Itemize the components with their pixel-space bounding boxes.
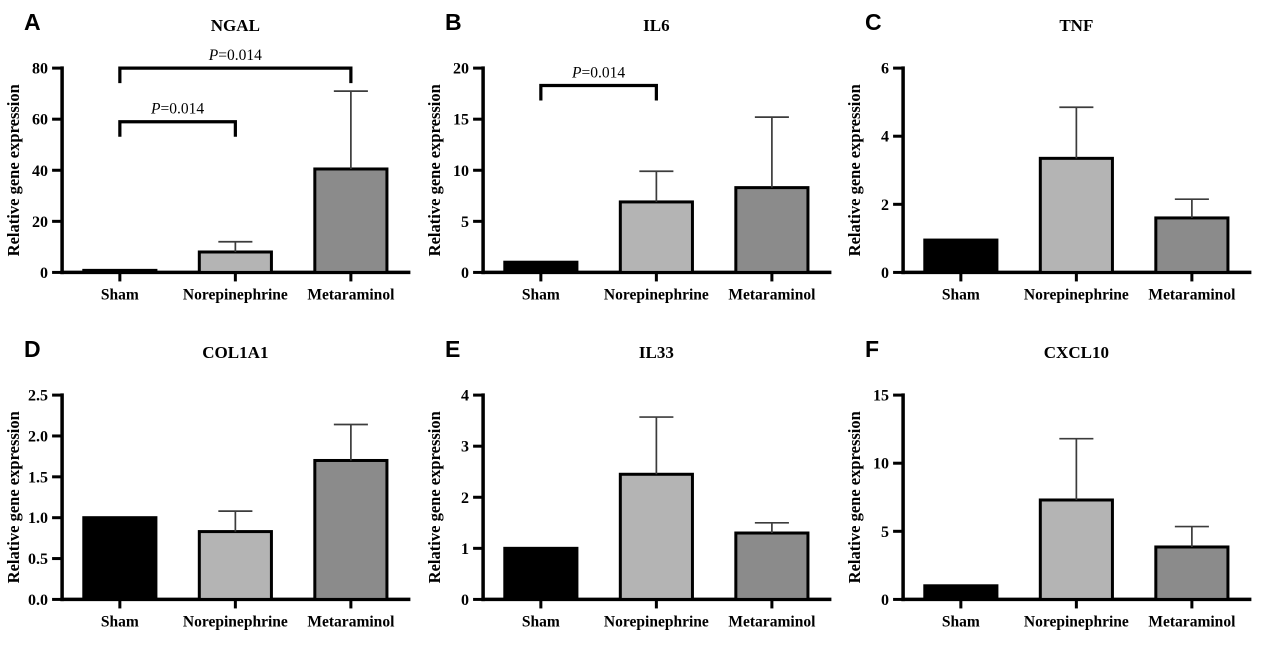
- bar-chart-il6: [421, 0, 842, 327]
- panel-letter: C: [865, 9, 882, 36]
- error-bar-norepinephrine: [218, 242, 252, 252]
- y-axis-label: Relative gene expression: [4, 84, 24, 257]
- y-axis-label: Relative gene expression: [845, 410, 865, 583]
- chart-title: NGAL: [210, 16, 260, 36]
- bar-sham: [504, 548, 576, 599]
- bar-sham: [504, 262, 576, 272]
- category-label-metaraminol: Metaraminol: [1148, 286, 1236, 304]
- category-label-norepinephrine: Norepinephrine: [1024, 612, 1130, 630]
- y-tick-label: 5: [460, 213, 469, 231]
- significance-label: P=0.014: [151, 100, 205, 118]
- bar-norepinephrine: [199, 252, 271, 272]
- y-tick-label: 20: [32, 213, 49, 231]
- chart-panel-c: [841, 0, 1262, 327]
- y-tick-label: 1.0: [28, 509, 49, 527]
- y-axis-label: Relative gene expression: [845, 84, 865, 257]
- bar-norepinephrine: [199, 531, 271, 599]
- significance-bracket: [120, 122, 236, 137]
- y-tick-label: 2.5: [28, 387, 49, 405]
- bar-sham: [84, 517, 156, 599]
- category-label-norepinephrine: Norepinephrine: [182, 286, 288, 304]
- y-tick-label: 0: [460, 591, 469, 609]
- y-tick-label: 15: [452, 111, 469, 129]
- bar-sham: [925, 585, 997, 599]
- category-label-norepinephrine: Norepinephrine: [603, 612, 709, 630]
- error-bar-metaraminol: [1175, 526, 1209, 546]
- y-tick-label: 10: [452, 162, 469, 180]
- bar-chart-tnf: [841, 0, 1262, 327]
- y-tick-label: 4: [881, 128, 890, 146]
- chart-title: IL6: [642, 16, 670, 36]
- category-label-sham: Sham: [521, 612, 560, 630]
- bar-chart-cxcl10: [841, 327, 1262, 653]
- panel-letter: F: [865, 335, 880, 362]
- y-tick-label: 40: [32, 162, 49, 180]
- y-axis-label: Relative gene expression: [424, 84, 444, 257]
- bar-metaraminol: [735, 533, 807, 599]
- panel-letter: A: [24, 9, 41, 36]
- chart-title: COL1A1: [202, 342, 269, 362]
- significance-label: P=0.014: [571, 64, 625, 82]
- bar-chart-ngal: [0, 0, 421, 327]
- category-label-metaraminol: Metaraminol: [728, 612, 816, 630]
- y-tick-label: 0.5: [28, 550, 49, 568]
- y-tick-label: 0: [460, 264, 469, 282]
- y-tick-label: 2.0: [28, 427, 49, 445]
- y-tick-label: 0.0: [28, 591, 49, 609]
- bar-metaraminol: [1156, 218, 1228, 272]
- chart-panel-f: [841, 327, 1262, 653]
- panel-letter: B: [444, 9, 462, 36]
- category-label-norepinephrine: Norepinephrine: [1024, 286, 1130, 304]
- chart-title: TNF: [1059, 16, 1094, 36]
- category-label-norepinephrine: Norepinephrine: [182, 612, 288, 630]
- significance-bracket: [120, 68, 351, 83]
- y-tick-label: 0: [881, 264, 890, 282]
- bar-metaraminol: [1156, 546, 1228, 598]
- category-label-sham: Sham: [100, 286, 139, 304]
- y-tick-label: 2: [881, 196, 890, 214]
- error-bar-metaraminol: [1175, 199, 1209, 218]
- error-bar-norepinephrine: [1060, 107, 1094, 158]
- error-bar-metaraminol: [334, 91, 368, 169]
- bar-norepinephrine: [1041, 499, 1113, 598]
- error-bar-norepinephrine: [218, 511, 252, 531]
- y-tick-label: 1.5: [28, 468, 49, 486]
- y-tick-label: 0: [881, 591, 890, 609]
- bar-metaraminol: [315, 460, 387, 599]
- category-label-sham: Sham: [100, 612, 139, 630]
- y-tick-label: 6: [881, 60, 890, 78]
- y-tick-label: 60: [32, 111, 49, 129]
- bar-metaraminol: [315, 169, 387, 272]
- y-tick-label: 20: [452, 60, 469, 78]
- y-tick-label: 0: [40, 264, 49, 282]
- y-tick-label: 10: [873, 455, 890, 473]
- error-bar-metaraminol: [755, 522, 789, 532]
- bar-norepinephrine: [620, 474, 692, 599]
- bar-sham: [84, 270, 156, 272]
- y-tick-label: 2: [460, 489, 469, 507]
- bar-norepinephrine: [620, 202, 692, 272]
- significance-label: P=0.014: [208, 47, 262, 65]
- chart-title: CXCL10: [1044, 342, 1110, 362]
- error-bar-norepinephrine: [639, 171, 673, 202]
- y-tick-label: 4: [460, 387, 469, 405]
- error-bar-metaraminol: [334, 424, 368, 460]
- y-axis-label: Relative gene expression: [4, 410, 24, 583]
- y-tick-label: 80: [32, 60, 49, 78]
- chart-panel-d: [0, 327, 421, 653]
- category-label-metaraminol: Metaraminol: [307, 612, 395, 630]
- category-label-metaraminol: Metaraminol: [1148, 612, 1236, 630]
- panel-letter: D: [24, 335, 41, 362]
- y-tick-label: 3: [460, 438, 469, 456]
- bar-chart-il33: [421, 327, 842, 653]
- y-tick-label: 15: [873, 387, 890, 405]
- category-label-sham: Sham: [521, 286, 560, 304]
- category-label-norepinephrine: Norepinephrine: [603, 286, 709, 304]
- error-bar-norepinephrine: [639, 417, 673, 474]
- y-axis-label: Relative gene expression: [424, 410, 444, 583]
- significance-bracket: [541, 85, 657, 100]
- y-tick-label: 1: [460, 540, 469, 558]
- bar-metaraminol: [735, 188, 807, 273]
- category-label-metaraminol: Metaraminol: [728, 286, 816, 304]
- category-label-sham: Sham: [942, 286, 981, 304]
- chart-panel-e: [421, 327, 842, 653]
- bar-norepinephrine: [1041, 158, 1113, 272]
- chart-panel-b: [421, 0, 842, 327]
- chart-title: IL33: [638, 342, 674, 362]
- chart-panel-a: [0, 0, 421, 327]
- y-tick-label: 5: [881, 523, 890, 541]
- error-bar-metaraminol: [755, 117, 789, 187]
- bar-chart-col1a1: [0, 327, 421, 653]
- category-label-metaraminol: Metaraminol: [307, 286, 395, 304]
- bar-sham: [925, 240, 997, 272]
- category-label-sham: Sham: [942, 612, 981, 630]
- panel-letter: E: [444, 335, 461, 362]
- error-bar-norepinephrine: [1060, 438, 1094, 499]
